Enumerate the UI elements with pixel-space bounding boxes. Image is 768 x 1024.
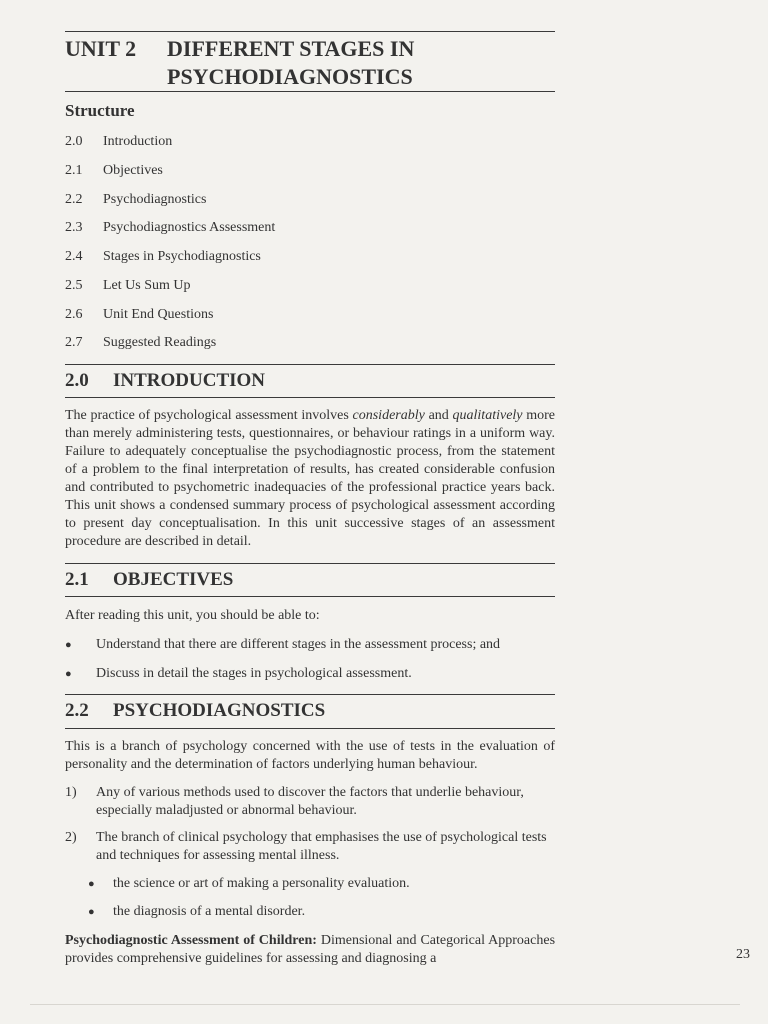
emphasis-text: qualitatively bbox=[452, 408, 523, 423]
title-bottom-rule bbox=[65, 91, 555, 92]
toc-label: Let Us Sum Up bbox=[103, 278, 191, 293]
bullet-text: Discuss in detail the stages in psychological assessment. bbox=[96, 666, 412, 681]
psychodiagnostics-intro: This is a branch of psychology concerned with the use of tests in the evaluation of personality and the determination of factors underlying human behaviour. bbox=[65, 739, 555, 772]
section-title: INTRODUCTION bbox=[113, 370, 266, 391]
section-rule bbox=[65, 694, 555, 695]
section-title: OBJECTIVES bbox=[113, 569, 234, 590]
text-run: and bbox=[424, 408, 453, 423]
unit-title-line2: PSYCHODIAGNOSTICS bbox=[167, 64, 413, 89]
item-text: The branch of clinical psychology that emphasises the use of psychological tests and techniques for assessing mental illness. bbox=[96, 830, 547, 863]
text-run: more than merely administering tests, questionnaires, or behaviour ratings in a uniform way. Failure to adequately conceptualise the psychodiagnostic process, from the statement of a problem to the final interpretation of results, has created considerable confusion and contributed to psychometric inadequacies of the professional practice years back. This unit shows a condensed summary process of psychological assessment according to present day conceptualisation. In this unit successive stages of an assessment procedure are described in detail. bbox=[65, 408, 556, 549]
text-run: The practice of psychological assessment involves bbox=[65, 408, 353, 423]
item-number: 2) bbox=[65, 830, 77, 845]
toc-label: Introduction bbox=[103, 134, 173, 149]
section-rule bbox=[65, 563, 555, 564]
item-number: 1) bbox=[65, 785, 77, 800]
toc-label: Psychodiagnostics bbox=[103, 192, 207, 207]
bullet-icon: ● bbox=[65, 639, 72, 651]
section-number: 2.2 bbox=[65, 700, 89, 721]
toc-label: Psychodiagnostics Assessment bbox=[103, 220, 276, 235]
toc-label: Objectives bbox=[103, 163, 163, 178]
toc-number: 2.5 bbox=[65, 278, 83, 293]
toc-label: Suggested Readings bbox=[103, 335, 217, 350]
section-rule bbox=[65, 596, 555, 597]
section-title: PSYCHODIAGNOSTICS bbox=[113, 700, 326, 721]
toc-label: Unit End Questions bbox=[103, 307, 214, 322]
objectives-intro: After reading this unit, you should be able to: bbox=[65, 608, 320, 623]
text-run: Dimensional and Categorical Approaches provides comprehensive guidelines for assessing and diagnosing a bbox=[65, 933, 556, 966]
unit-number: UNIT 2 bbox=[65, 36, 137, 61]
section-number: 2.0 bbox=[65, 370, 89, 391]
section-rule bbox=[65, 397, 555, 398]
bullet-icon: ● bbox=[88, 878, 95, 890]
toc-number: 2.3 bbox=[65, 220, 83, 235]
toc-number: 2.6 bbox=[65, 307, 83, 322]
introduction-paragraph bbox=[65, 407, 555, 551]
toc-number: 2.1 bbox=[65, 163, 83, 178]
closing-paragraph bbox=[65, 932, 555, 968]
section-rule bbox=[65, 364, 555, 365]
toc-label: Stages in Psychodiagnostics bbox=[103, 249, 261, 264]
section-number: 2.1 bbox=[65, 569, 89, 590]
structure-heading: Structure bbox=[65, 101, 135, 120]
emphasis-text: considerably bbox=[352, 408, 425, 423]
toc-number: 2.2 bbox=[65, 192, 83, 207]
bold-lead-text: Psychodiagnostic Assessment of Children: bbox=[65, 933, 317, 948]
top-rule bbox=[65, 31, 555, 32]
page-bottom-edge bbox=[30, 1004, 740, 1005]
bullet-text: the diagnosis of a mental disorder. bbox=[113, 904, 306, 919]
bullet-text: the science or art of making a personality evaluation. bbox=[113, 876, 410, 891]
page-number: 23 bbox=[736, 947, 750, 962]
toc-number: 2.7 bbox=[65, 335, 83, 350]
section-rule bbox=[65, 728, 555, 729]
unit-title-line1: DIFFERENT STAGES IN bbox=[167, 36, 415, 61]
bullet-icon: ● bbox=[65, 668, 72, 680]
toc-number: 2.4 bbox=[65, 249, 83, 264]
toc-number: 2.0 bbox=[65, 134, 83, 149]
bullet-text: Understand that there are different stages in the assessment process; and bbox=[96, 637, 501, 652]
item-text: Any of various methods used to discover the factors that underlie behaviour, especially maladjusted or abnormal behaviour. bbox=[96, 785, 524, 818]
bullet-icon: ● bbox=[88, 906, 95, 918]
